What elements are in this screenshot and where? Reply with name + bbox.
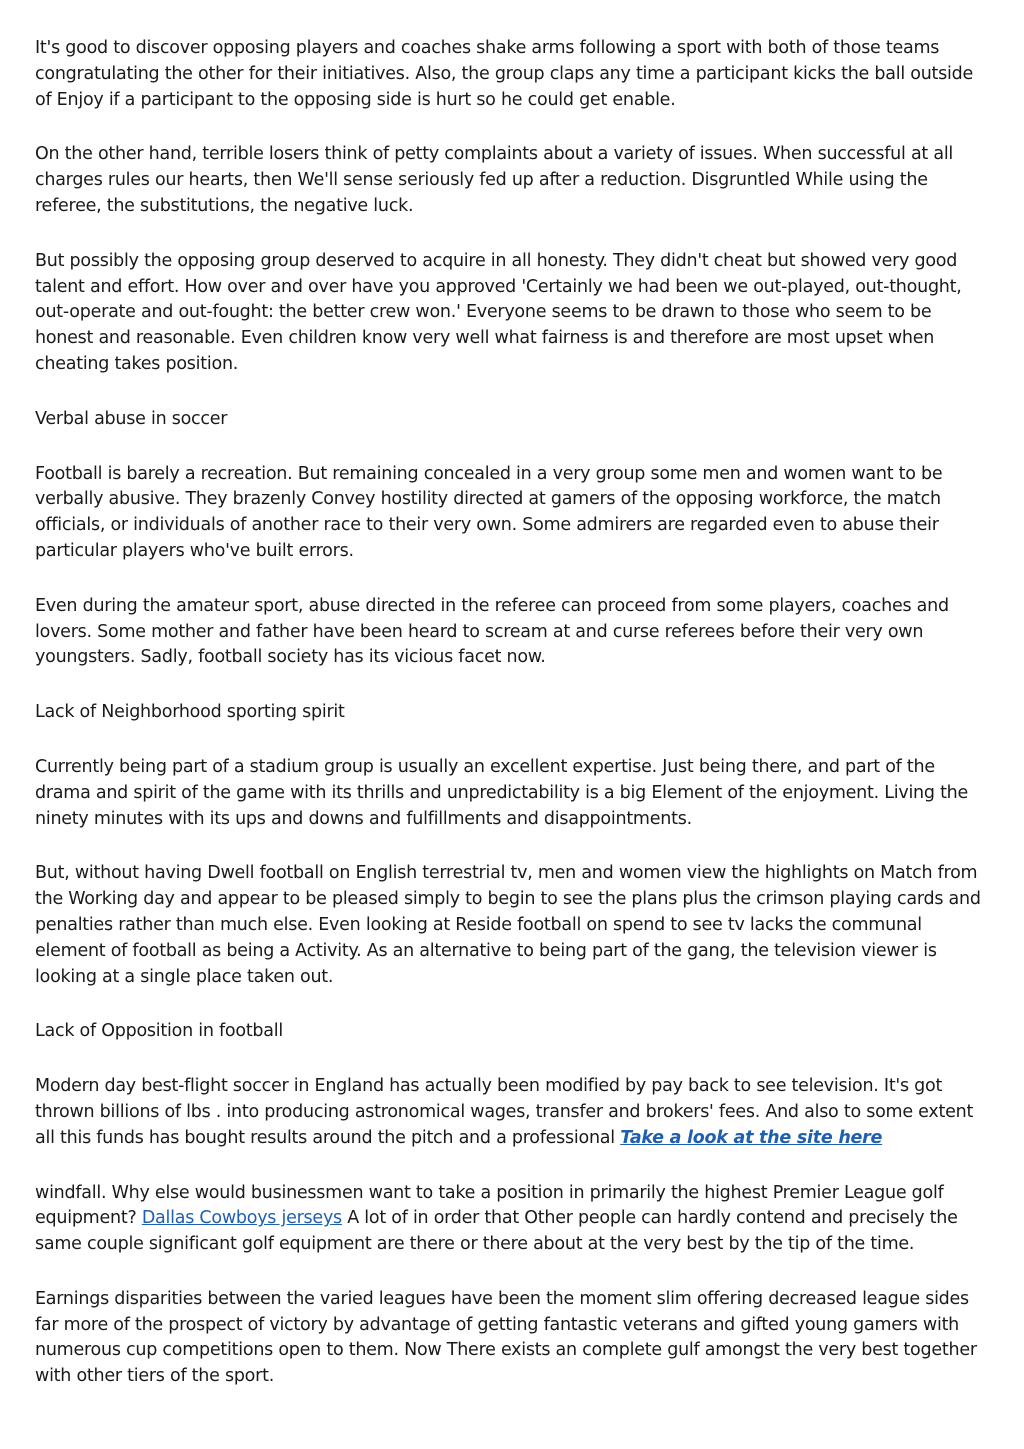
paragraph-earnings: Earnings disparities between the varied leagues have been the moment slim offering decreased league sides far more of the prospect of victory by advantage of getting fantastic veterans and gifted young gamers with numerous cup competitions open to them. Now There exists an complete gulf amongst the very best together with other tiers of the sport. <box>35 1288 977 1387</box>
paragraph-amateur-abuse: Even during the amateur sport, abuse directed in the referee can proceed from some players, coaches and lovers. Some mother and father have been heard to scream at and curse referees before their very own youngsters. Sadly, football society has its vicious facet now. <box>35 595 949 668</box>
section-heading-opposition: Lack of Opposition in football <box>35 1021 283 1042</box>
site-link[interactable]: Take a look at the site here <box>620 1127 883 1148</box>
paragraph-fairness: But possibly the opposing group deserved to acquire in all honesty. They didn't cheat but showed very good talent and effort. How over and over have you approved 'Certainly we had been we out-played, out-thought, out-operate and out-fought: the better crew won.' Everyone seems to be drawn to those who seem to be honest and reasonable. Even children know very well what fairness is and therefore are most upset when cheating takes position. <box>35 250 962 374</box>
section-heading-sporting-spirit: Lack of Neighborhood sporting spirit <box>35 702 345 723</box>
paragraph-windfall <box>35 1181 990 1258</box>
paragraph-windfall-text-start: windfall. Why else would businessmen want to take a position in primarily the highest Premier League golf equipment? <box>35 1182 944 1229</box>
dallas-cowboys-jerseys-link[interactable]: Dallas Cowboys jerseys <box>141 1208 342 1229</box>
paragraph-verbal-abuse: Football is barely a recreation. But remaining concealed in a very group some men and women want to be verbally abusive. They brazenly Convey hostility directed at gamers of the opposing workforce, the match officials, or individuals of another race to their very own. Some admirers are regarded even to abuse their particular players who've built errors. <box>35 463 943 561</box>
paragraph-bad-losers: On the other hand, terrible losers think of petty complaints about a variety of issues. When successful at all charges rules our hearts, then We'll sense seriously fed up after a reduction. Disgruntled While using the referee, the substitutions, the negative luck. <box>35 144 954 216</box>
paragraph-television: But, without having Dwell football on English terrestrial tv, men and women view the highlights on Match from the Working day and appear to be pleased simply to begin to see the plans plus the crimson playing cards and penalties rather than much else. Even looking at Reside football on spend to see tv lacks the communal element of football as being a Activity. As an alternative to being part of the gang, the television viewer is looking at a single place taken out. <box>35 863 981 987</box>
paragraph-stadium: Currently being part of a stadium group is usually an excellent expertise. Just being there, and part of the drama and spirit of the game with its thrills and unpredictability is a big Element of the enjoyment. Living the ninety minutes with its ups and downs and fulfillments and disappointments. <box>35 756 969 829</box>
paragraph-pay-tv-text: Modern day best-flight soccer in England has actually been modified by pay back to see television. It's got thrown billions of lbs . into producing astronomical wages, transfer and brokers' fees. And also to some extent all this funds has bought results around the pitch and a professional <box>35 1076 974 1148</box>
section-heading-verbal-abuse: Verbal abuse in soccer <box>35 408 228 429</box>
paragraph-pay-tv <box>35 1074 990 1151</box>
paragraph-sportsmanship: It's good to discover opposing players and coaches shake arms following a sport with both of those teams congratulating the other for their initiatives. Also, the group claps any time a participant kicks the ball outside of Enjoy if a participant to the opposing side is hurt so he could get enable. <box>35 38 974 110</box>
paragraph-windfall-text-end: A lot of in order that Other people can hardly contend and precisely the same couple significant golf equipment are there or there about at the very best by the tip of the time. <box>35 1208 958 1255</box>
